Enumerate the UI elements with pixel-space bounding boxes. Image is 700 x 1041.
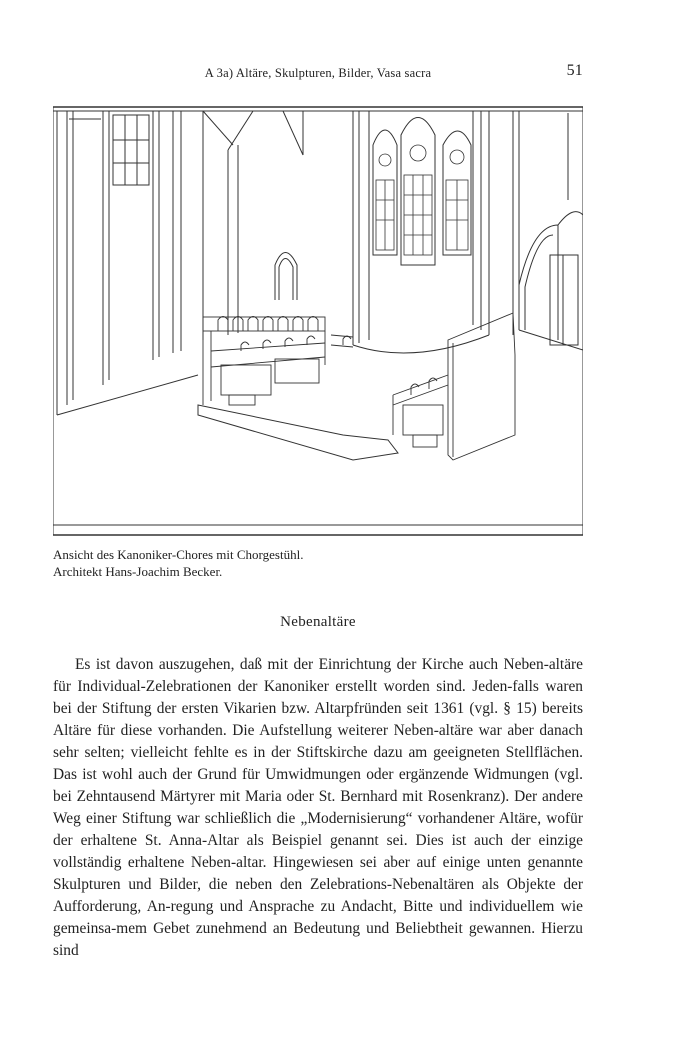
body-paragraph: Es ist davon auszugehen, daß mit der Einrichtung der Kirche auch Neben-altäre für Individual-Zelebrationen der Kanoniker erstellt worden sind. Jeden-falls waren bei der Stiftung der ersten Vikarien bzw. Altarpfründen seit 1361 (vgl. § 15) bereits Altäre für diese vorhanden. Die Aufstellung weiterer Neben-altäre war aber danach sehr selten; vielleicht fehlte es in der Stiftskirche dazu am geeigneten Stellflächen. Das ist wohl auch der Grund für Umwidmungen oder ergänzende Widmungen (vgl. bei Zehntausend Märtyrer mit Maria oder St. Bernhard mit Rosenkranz). Der andere Weg einer Stiftung war schließlich die „Modernisierung“ vorhandener Altäre, wofür der erhaltene St. Anna-Altar als Beispiel genannt sei. Dies ist auch der einzige vollständig erhaltene Neben-altar. Hingewiesen sei aber auf einige unten genannte Skulpturen und Bilder, die neben den Zelebrations-Nebenaltären als Objekte der Aufforderung, An-regung und Ansprache zu Andacht, Bitte und individuellem wie gemeinsa-mem Gebet zunehmend an Bedeutung und Beliebtheit gewannen. Hierzu sind [53, 656, 583, 959]
section-heading: Nebenaltäre [280, 614, 356, 630]
choir-stalls-drawing [53, 105, 583, 540]
caption-line: Architekt Hans-Joachim Becker. [53, 564, 223, 579]
page-number: 51 [566, 62, 583, 79]
figure-caption [53, 546, 583, 580]
caption-line: Ansicht des Kanoniker-Chores mit Chorgestühl. [53, 547, 304, 562]
running-title: A 3a) Altäre, Skulpturen, Bilder, Vasa sacra [204, 66, 432, 80]
